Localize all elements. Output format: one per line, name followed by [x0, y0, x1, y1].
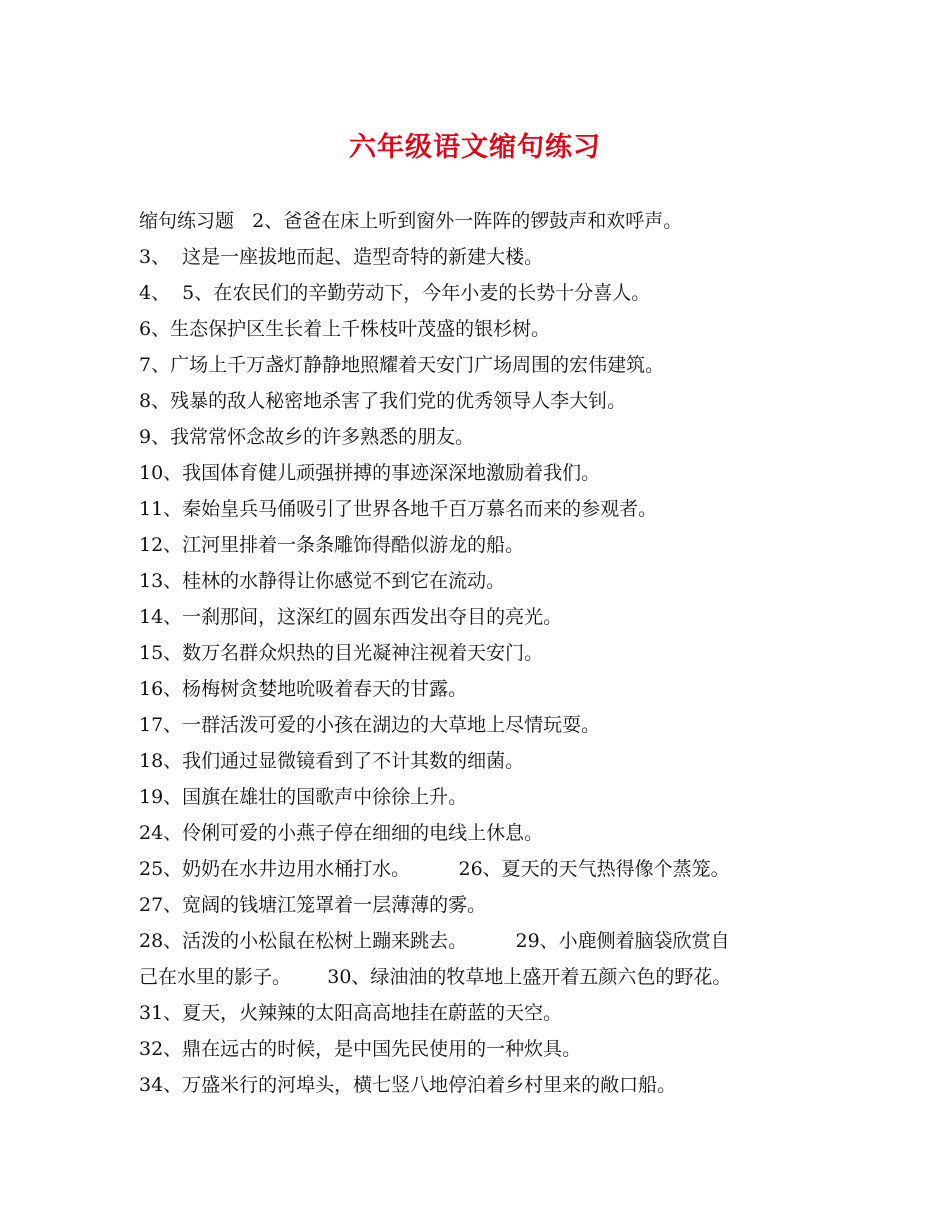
exercise-line: 8、残暴的敌人秘密地杀害了我们党的优秀领导人李大钊。: [139, 390, 627, 412]
exercise-line: 17、一群活泼可爱的小孩在湖边的大草地上尽情玩耍。: [139, 714, 601, 736]
exercise-line: 11、秦始皇兵马俑吸引了世界各地千百万慕名而来的参观者。: [139, 498, 658, 520]
exercise-line: 19、国旗在雄壮的国歌声中徐徐上升。: [139, 786, 468, 808]
exercise-line: 14、一刹那间，这深红的圆东西发出夺目的亮光。: [139, 606, 563, 628]
exercise-line: 6、生态保护区生长着上千株枝叶茂盛的银杉树。: [139, 318, 551, 340]
exercise-line: 己在水里的影子。 30、绿油油的牧草地上盛开着五颜六色的野花。: [139, 966, 732, 988]
exercise-line: 32、鼎在远古的时候，是中国先民使用的一种炊具。: [139, 1038, 582, 1060]
exercise-line: 7、广场上千万盏灯静静地照耀着天安门广场周围的宏伟建筑。: [139, 354, 665, 376]
exercise-line: 13、桂林的水静得让你感觉不到它在流动。: [139, 570, 506, 592]
exercise-line: 16、杨梅树贪婪地吮吸着春天的甘露。: [139, 678, 468, 700]
exercise-line: 25、奶奶在水井边用水桶打水。 26、夏天的天气热得像个蒸笼。: [139, 858, 730, 880]
exercise-line: 4、 5、在农民们的辛勤劳动下，今年小麦的长势十分喜人。: [139, 282, 651, 304]
exercise-line: 24、伶俐可爱的小燕子停在细细的电线上休息。: [139, 822, 544, 844]
exercise-line: 31、夏天，火辣辣的太阳高高地挂在蔚蓝的天空。: [139, 1002, 563, 1024]
exercise-line: 12、江河里排着一条条雕饰得酷似游龙的船。: [139, 534, 525, 556]
exercise-list: [139, 203, 819, 1103]
exercise-line: 34、万盛米行的河埠头，横七竖八地停泊着乡村里来的敞口船。: [139, 1074, 677, 1096]
exercise-line: 9、我常常怀念故乡的许多熟悉的朋友。: [139, 426, 475, 448]
page-title: 六年级语文缩句练习: [349, 132, 601, 163]
exercise-line: 27、宽阔的钱塘江笼罩着一层薄薄的雾。: [139, 894, 487, 916]
exercise-line: 10、我国体育健儿顽强拼搏的事迹深深地激励着我们。: [139, 462, 601, 484]
exercise-line: 3、 这是一座拔地而起、造型奇特的新建大楼。: [139, 246, 544, 268]
exercise-line: 18、我们通过显微镜看到了不计其数的细菌。: [139, 750, 525, 772]
exercise-line: 缩句练习题 2、爸爸在床上听到窗外一阵阵的锣鼓声和欢呼声。: [139, 210, 683, 232]
exercise-line: 28、活泼的小松鼠在松树上蹦来跳去。 29、小鹿侧着脑袋欣赏自: [139, 930, 730, 952]
exercise-line: 15、数万名群众炽热的目光凝神注视着天安门。: [139, 642, 544, 664]
